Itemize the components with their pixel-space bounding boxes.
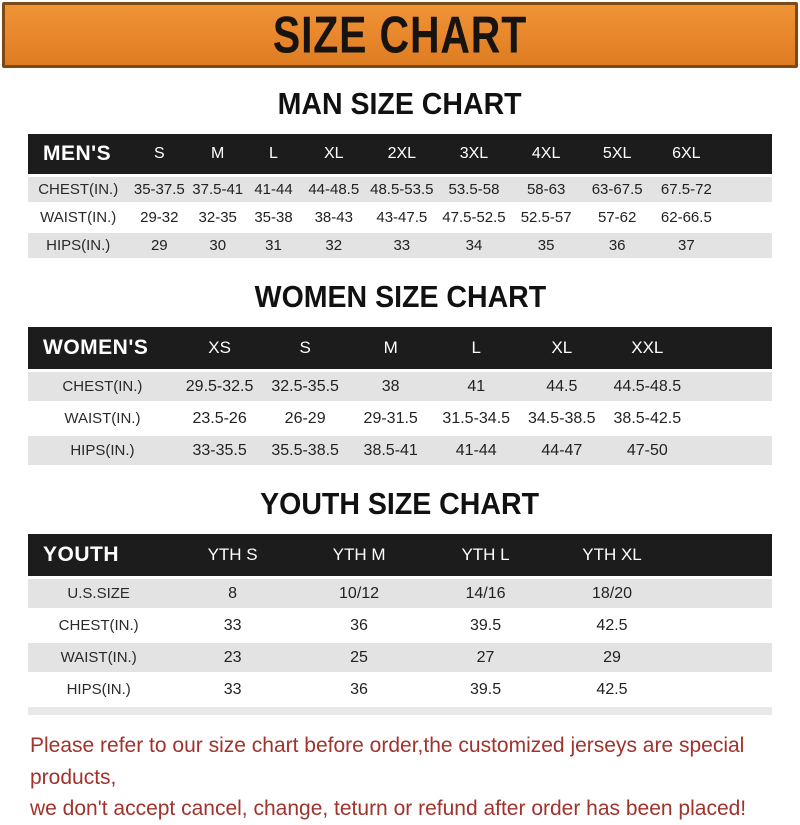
table-row — [28, 404, 772, 433]
size-column-header: XL — [302, 134, 366, 174]
cell-value: 35-38 — [245, 205, 302, 230]
cell-value: 8 — [169, 579, 295, 608]
size-column-header: S — [128, 134, 190, 174]
cell-value: 62-66.5 — [652, 205, 720, 230]
cell-value: 37 — [652, 233, 720, 258]
men-size-table — [28, 131, 772, 261]
row-label: CHEST(IN.) — [28, 611, 169, 640]
table-group-label: WOMEN'S — [28, 327, 177, 369]
filler-cell — [675, 675, 772, 704]
filler-cell — [690, 372, 772, 401]
size-column-header: YTH XL — [549, 534, 675, 576]
cell-value: 38 — [348, 372, 434, 401]
row-label: HIPS(IN.) — [28, 436, 177, 465]
size-column-header: 5XL — [582, 134, 652, 174]
size-column-header: M — [190, 134, 245, 174]
cell-value: 58-63 — [510, 177, 582, 202]
cell-value: 26-29 — [262, 404, 348, 433]
footer-note-line1: Please refer to our size chart before order,the customized jerseys are special products, — [30, 734, 745, 789]
cell-value: 29.5-32.5 — [177, 372, 263, 401]
cell-value: 44.5 — [519, 372, 605, 401]
cell-value: 14/16 — [422, 579, 548, 608]
cell-value: 31 — [245, 233, 302, 258]
cell-value: 53.5-58 — [438, 177, 510, 202]
cell-value: 27 — [422, 643, 548, 672]
cell-value: 44.5-48.5 — [605, 372, 691, 401]
filler-cell — [690, 436, 772, 465]
row-label: WAIST(IN.) — [28, 643, 169, 672]
size-column-header: L — [433, 327, 519, 369]
row-label: CHEST(IN.) — [28, 177, 128, 202]
filler-cell — [675, 579, 772, 608]
size-column-header: YTH M — [296, 534, 422, 576]
table-row — [28, 233, 772, 258]
size-column-header: 6XL — [652, 134, 720, 174]
cell-value: 57-62 — [582, 205, 652, 230]
table-group-label: MEN'S — [28, 134, 128, 174]
row-label: HIPS(IN.) — [28, 233, 128, 258]
cell-value: 31.5-34.5 — [433, 404, 519, 433]
table-row — [28, 177, 772, 202]
cell-value: 47-50 — [605, 436, 691, 465]
cell-value: 33 — [169, 611, 295, 640]
cell-value: 33-35.5 — [177, 436, 263, 465]
row-label: WAIST(IN.) — [28, 404, 177, 433]
size-column-header: XS — [177, 327, 263, 369]
cell-value: 43-47.5 — [366, 205, 438, 230]
filler-cell — [675, 611, 772, 640]
cell-value: 42.5 — [549, 675, 675, 704]
footer-note-line2: we don't accept cancel, change, teturn or refund after order has been placed! — [30, 797, 747, 821]
cell-value: 29 — [549, 643, 675, 672]
youth-section — [0, 487, 800, 715]
cell-value: 44-47 — [519, 436, 605, 465]
cell-value: 38.5-41 — [348, 436, 434, 465]
cell-value: 38-43 — [302, 205, 366, 230]
row-label: U.S.SIZE — [28, 579, 169, 608]
cell-value: 18/20 — [549, 579, 675, 608]
cell-value: 23 — [169, 643, 295, 672]
cell-value: 37.5-41 — [190, 177, 245, 202]
men-section-title — [0, 87, 800, 121]
cell-value: 34 — [438, 233, 510, 258]
size-column-header: 4XL — [510, 134, 582, 174]
cell-value: 35 — [510, 233, 582, 258]
cell-value: 29-31.5 — [348, 404, 434, 433]
cell-value: 35.5-38.5 — [262, 436, 348, 465]
cell-value: 63-67.5 — [582, 177, 652, 202]
women-table-header-row — [28, 327, 772, 369]
cell-value: 32-35 — [190, 205, 245, 230]
cell-value: 48.5-53.5 — [366, 177, 438, 202]
cell-value: 32.5-35.5 — [262, 372, 348, 401]
table-row — [28, 579, 772, 608]
cell-value: 38.5-42.5 — [605, 404, 691, 433]
cell-value: 36 — [296, 611, 422, 640]
cell-value: 10/12 — [296, 579, 422, 608]
cell-value: 41-44 — [245, 177, 302, 202]
footer-note — [0, 730, 800, 825]
table-row — [28, 611, 772, 640]
cell-value: 32 — [302, 233, 366, 258]
cell-value: 34.5-38.5 — [519, 404, 605, 433]
women-section-title-text: WOMEN SIZE CHART — [254, 279, 546, 315]
row-label: CHEST(IN.) — [28, 372, 177, 401]
cell-value: 29-32 — [128, 205, 190, 230]
cell-value: 23.5-26 — [177, 404, 263, 433]
cell-value: 41 — [433, 372, 519, 401]
size-column-header: 2XL — [366, 134, 438, 174]
filler-cell — [721, 233, 772, 258]
filler-cell — [690, 404, 772, 433]
table-row — [28, 675, 772, 704]
cell-value: 52.5-57 — [510, 205, 582, 230]
table-group-label: YOUTH — [28, 534, 169, 576]
youth-table-header-row — [28, 534, 772, 576]
cell-value: 39.5 — [422, 675, 548, 704]
women-section-title — [0, 280, 800, 314]
size-column-header: XL — [519, 327, 605, 369]
cell-value: 36 — [296, 675, 422, 704]
size-column-header: S — [262, 327, 348, 369]
filler-cell — [721, 205, 772, 230]
cell-value: 30 — [190, 233, 245, 258]
table-row — [28, 643, 772, 672]
cell-value: 44-48.5 — [302, 177, 366, 202]
row-label: WAIST(IN.) — [28, 205, 128, 230]
cell-value: 33 — [366, 233, 438, 258]
banner-title: SIZE CHART — [272, 5, 528, 65]
size-column-header: 3XL — [438, 134, 510, 174]
cell-value: 33 — [169, 675, 295, 704]
filler-cell — [675, 643, 772, 672]
cell-value: 47.5-52.5 — [438, 205, 510, 230]
women-size-table — [28, 324, 772, 468]
size-column-header: L — [245, 134, 302, 174]
youth-section-title — [0, 487, 800, 521]
youth-section-title-text: YOUTH SIZE CHART — [260, 486, 540, 522]
men-section — [0, 87, 800, 261]
cell-value: 36 — [582, 233, 652, 258]
filler-cell — [721, 134, 772, 174]
men-section-title-text: MAN SIZE CHART — [277, 86, 523, 121]
cell-value: 67.5-72 — [652, 177, 720, 202]
table-row — [28, 372, 772, 401]
table-row — [28, 436, 772, 465]
youth-size-table — [28, 531, 772, 707]
table-row — [28, 205, 772, 230]
size-column-header: YTH L — [422, 534, 548, 576]
cell-value: 39.5 — [422, 611, 548, 640]
size-column-header: XXL — [605, 327, 691, 369]
cell-value: 29 — [128, 233, 190, 258]
cell-value: 25 — [296, 643, 422, 672]
filler-cell — [675, 534, 772, 576]
men-table-header-row — [28, 134, 772, 174]
cell-value: 35-37.5 — [128, 177, 190, 202]
row-label: HIPS(IN.) — [28, 675, 169, 704]
youth-table-bottom-divider — [28, 707, 772, 715]
cell-value: 42.5 — [549, 611, 675, 640]
cell-value: 41-44 — [433, 436, 519, 465]
size-column-header: M — [348, 327, 434, 369]
women-section — [0, 280, 800, 468]
size-chart-banner — [2, 2, 798, 68]
filler-cell — [721, 177, 772, 202]
size-column-header: YTH S — [169, 534, 295, 576]
filler-cell — [690, 327, 772, 369]
